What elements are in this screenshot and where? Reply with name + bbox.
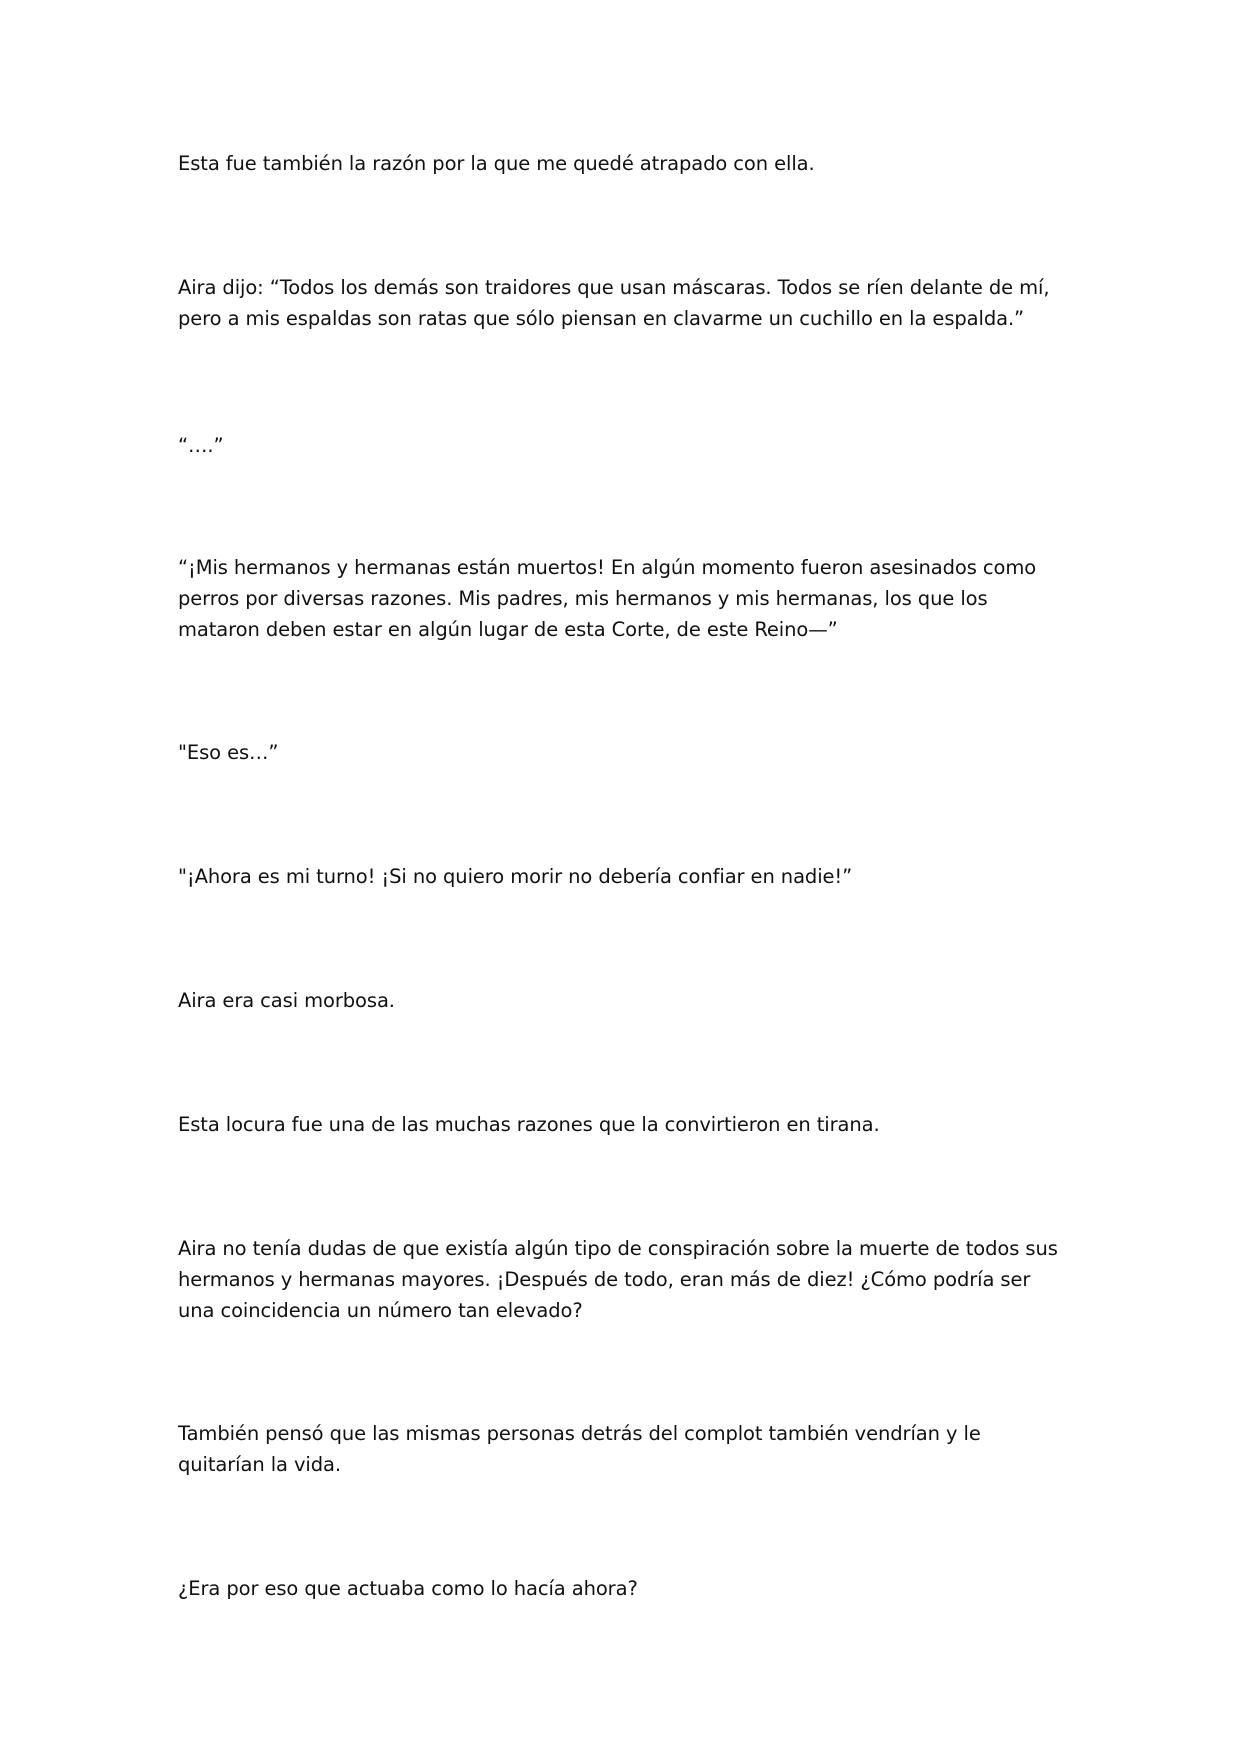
paragraph: “¡Mis hermanos y hermanas están muertos! En algún momento fueron asesinados como perros por diversas razones. Mis padres, mis hermanos y mis hermanas, los que los mataron deben estar en algún lugar de esta Corte, de este Reino—”: [178, 556, 1037, 641]
paragraph: Aira era casi morbosa.: [178, 989, 395, 1012]
paragraph: Aira no tenía dudas de que existía algún tipo de conspiración sobre la muerte de todos sus hermanos y hermanas mayores. ¡Después de todo, eran más de diez! ¿Cómo podría ser una coincidencia un número tan elevado?: [178, 1237, 1058, 1322]
paragraph: Esta locura fue una de las muchas razones que la convirtieron en tirana.: [178, 1113, 880, 1136]
paragraph: "Eso es…”: [178, 741, 279, 764]
paragraph: También pensó que las mismas personas detrás del complot también vendrían y le quitarían la vida.: [178, 1422, 981, 1476]
paragraph: “….”: [178, 434, 224, 457]
paragraph: ¿Era por eso que actuaba como lo hacía ahora?: [178, 1577, 638, 1600]
paragraph: Esta fue también la razón por la que me quedé atrapado con ella.: [178, 152, 815, 175]
paragraph: "¡Ahora es mi turno! ¡Si no quiero morir no debería confiar en nadie!”: [178, 865, 853, 888]
paragraph: Aira dijo: “Todos los demás son traidores que usan máscaras. Todos se ríen delante de mí, pero a mis espaldas son ratas que sólo piensan en clavarme un cuchillo en la espalda.”: [178, 276, 1050, 330]
